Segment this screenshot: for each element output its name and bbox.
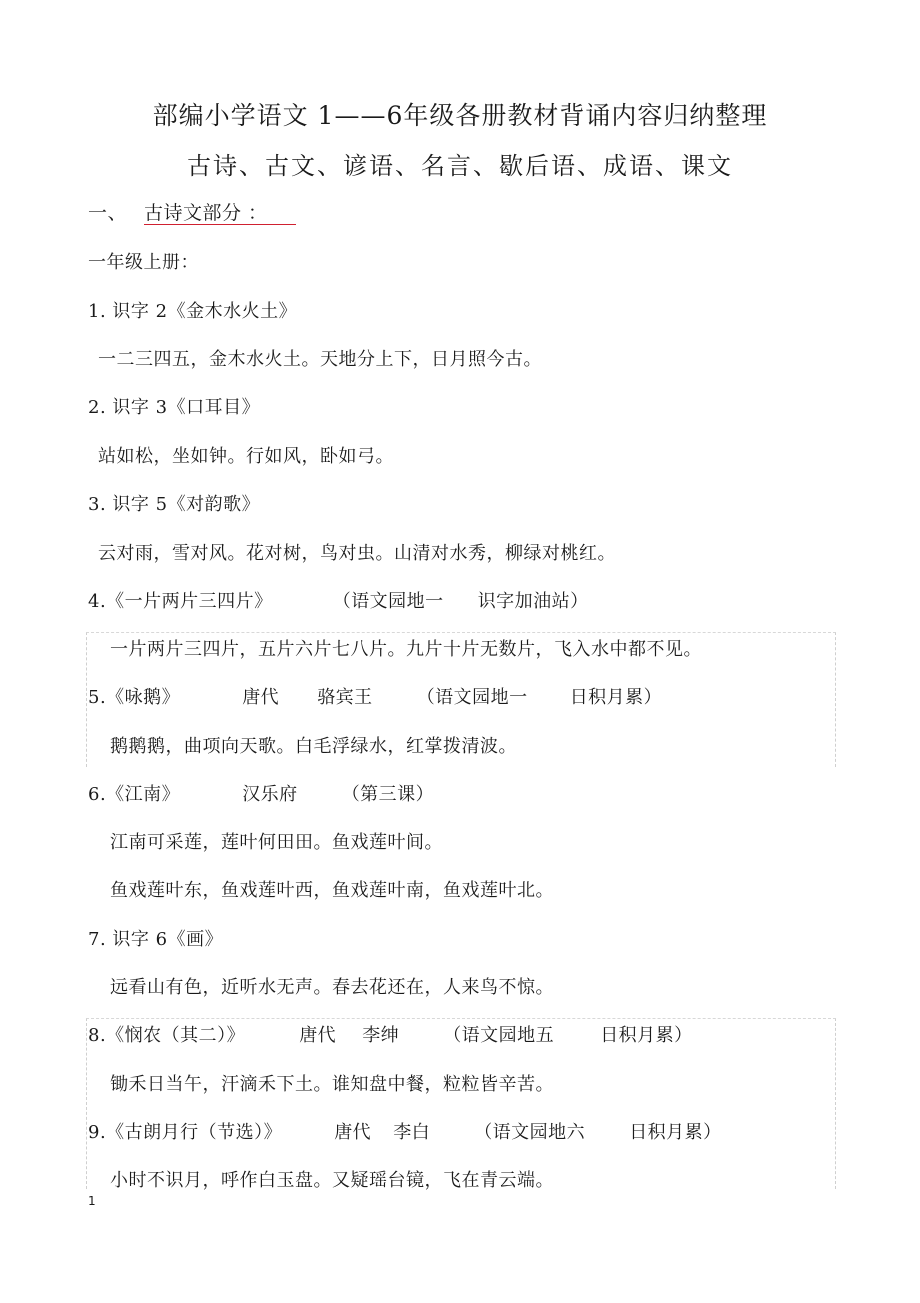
section-number: 一、 [88,202,128,224]
item-source: （语文园地五 [443,1025,555,1046]
item-title: 6.《江南》 [88,784,181,805]
grade-heading: 一年级上册： [88,252,199,273]
item-source: （第三课） [341,784,435,805]
item-source: （语文园地六 [474,1122,586,1143]
page-number: 1 [88,1194,96,1208]
item-author: 汉乐府 [242,784,298,805]
item-text: 站如松，坐如钟。行如风，卧如弓。 [98,446,394,467]
item-text: 小时不识月，呼作白玉盘。又疑瑶台镜，飞在青云端。 [110,1170,554,1191]
item-text: 鱼戏莲叶东，鱼戏莲叶西，鱼戏莲叶南，鱼戏莲叶北。 [110,880,554,901]
page-subtitle: 古诗、古文、谚语、名言、歇后语、成语、课文 [187,152,733,180]
item-text: 远看山有色，近听水无声。春去花还在，人来鸟不惊。 [110,977,554,998]
item-source: 日积月累） [629,1122,722,1143]
item-heading [88,1021,693,1047]
item-author: 李绅 [362,1025,400,1046]
item-source: （语文园地一 [416,687,528,708]
page-title: 部编小学语文 1——6年级各册教材背诵内容归纳整理 [152,101,768,130]
item-dynasty: 唐代 [334,1122,372,1143]
item-heading: 1. 识字 2《金木水火土》 [88,301,298,322]
item-text: 一二三四五，金木水火土。天地分上下，日月照今古。 [98,349,542,370]
item-heading [88,780,434,806]
item-author: 骆宾王 [317,687,373,708]
item-author: 李白 [393,1122,431,1143]
item-dynasty: 唐代 [299,1025,337,1046]
item-heading: 7. 识字 6《画》 [88,929,224,950]
item-title: 4.《一片两片三四片》 [88,591,273,612]
item-text: 云对雨，雪对风。花对树，鸟对虫。山清对水秀，柳绿对桃红。 [98,543,616,564]
item-text: 江南可采莲，莲叶何田田。鱼戏莲叶间。 [110,832,443,853]
item-title: 8.《悯农（其二）》 [88,1025,246,1046]
item-source: 识字加油站） [477,591,589,612]
item-heading [88,1118,722,1144]
item-text: 一片两片三四片，五片六片七八片。九片十片无数片，飞入水中都不见。 [110,639,702,660]
item-heading [88,683,662,709]
item-dynasty: 唐代 [242,687,280,708]
section-label: 古诗文部分 ： [144,202,296,225]
item-source: （语文园地一 [332,591,444,612]
item-source: 日积月累） [600,1025,693,1046]
item-heading: 3. 识字 5《对韵歌》 [88,494,261,515]
item-title: 9.《古朗月行（节选）》 [88,1122,283,1143]
section-heading [88,198,296,225]
item-heading: 2. 识字 3《口耳目》 [88,397,261,418]
item-title: 5.《咏鹅》 [88,687,181,708]
item-heading [88,587,589,613]
item-source: 日积月累） [569,687,663,708]
item-text: 鹅鹅鹅，曲项向天歌。白毛浮绿水，红掌拨清波。 [110,736,517,757]
item-text: 锄禾日当午，汗滴禾下土。谁知盘中餐，粒粒皆辛苦。 [110,1074,554,1095]
